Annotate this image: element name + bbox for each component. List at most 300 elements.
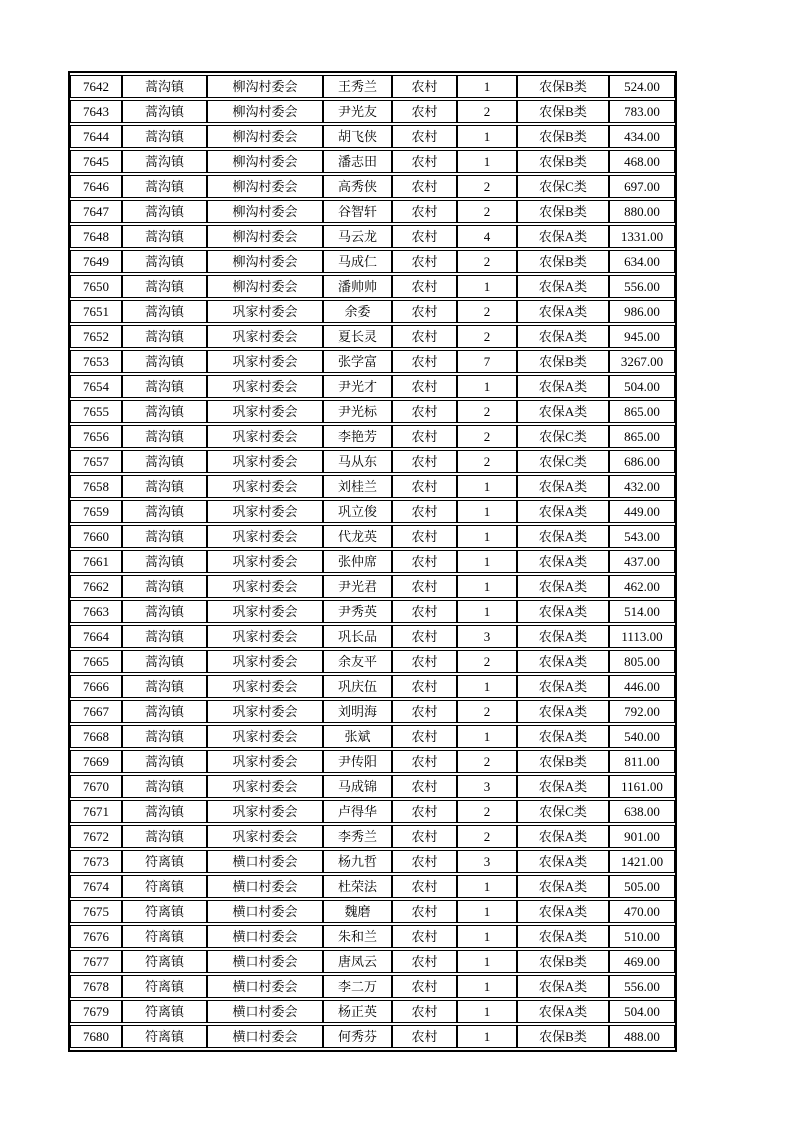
cell-person-count: 1 <box>457 1000 517 1023</box>
cell-person-count: 2 <box>457 800 517 823</box>
cell-village: 柳沟村委会 <box>207 75 323 98</box>
cell-person-name: 巩长品 <box>323 625 392 648</box>
cell-serial: 7644 <box>70 125 122 148</box>
cell-person-count: 2 <box>457 700 517 723</box>
cell-insurance-category: 农保A类 <box>517 900 609 923</box>
cell-person-count: 1 <box>457 950 517 973</box>
cell-village: 巩家村委会 <box>207 525 323 548</box>
cell-residence-type: 农村 <box>392 225 457 248</box>
cell-town: 蒿沟镇 <box>122 700 207 723</box>
cell-town: 蒿沟镇 <box>122 75 207 98</box>
cell-village: 巩家村委会 <box>207 400 323 423</box>
cell-amount: 3267.00 <box>609 350 675 373</box>
cell-village: 巩家村委会 <box>207 650 323 673</box>
cell-village: 柳沟村委会 <box>207 250 323 273</box>
cell-town: 符离镇 <box>122 850 207 873</box>
table-row <box>70 175 675 198</box>
cell-insurance-category: 农保A类 <box>517 975 609 998</box>
cell-village: 巩家村委会 <box>207 425 323 448</box>
cell-town: 蒿沟镇 <box>122 400 207 423</box>
cell-person-count: 2 <box>457 450 517 473</box>
cell-village: 横口村委会 <box>207 850 323 873</box>
cell-town: 蒿沟镇 <box>122 775 207 798</box>
cell-person-name: 李艳芳 <box>323 425 392 448</box>
cell-serial: 7649 <box>70 250 122 273</box>
cell-person-name: 马从东 <box>323 450 392 473</box>
cell-village: 柳沟村委会 <box>207 275 323 298</box>
cell-serial: 7669 <box>70 750 122 773</box>
cell-person-count: 3 <box>457 625 517 648</box>
cell-serial: 7655 <box>70 400 122 423</box>
cell-town: 符离镇 <box>122 875 207 898</box>
cell-person-name: 朱和兰 <box>323 925 392 948</box>
cell-person-name: 李秀兰 <box>323 825 392 848</box>
cell-person-name: 尹传阳 <box>323 750 392 773</box>
cell-insurance-category: 农保C类 <box>517 450 609 473</box>
cell-village: 柳沟村委会 <box>207 175 323 198</box>
cell-serial: 7667 <box>70 700 122 723</box>
cell-village: 巩家村委会 <box>207 475 323 498</box>
cell-residence-type: 农村 <box>392 1025 457 1048</box>
table-row <box>70 800 675 823</box>
cell-person-name: 代龙英 <box>323 525 392 548</box>
cell-person-name: 张斌 <box>323 725 392 748</box>
cell-village: 横口村委会 <box>207 875 323 898</box>
cell-town: 蒿沟镇 <box>122 625 207 648</box>
cell-person-count: 1 <box>457 150 517 173</box>
cell-serial: 7661 <box>70 550 122 573</box>
cell-person-count: 2 <box>457 400 517 423</box>
cell-insurance-category: 农保A类 <box>517 525 609 548</box>
cell-village: 巩家村委会 <box>207 625 323 648</box>
table-row <box>70 150 675 173</box>
cell-serial: 7680 <box>70 1025 122 1048</box>
cell-amount: 783.00 <box>609 100 675 123</box>
cell-person-name: 刘明海 <box>323 700 392 723</box>
cell-serial: 7642 <box>70 75 122 98</box>
cell-amount: 805.00 <box>609 650 675 673</box>
cell-village: 巩家村委会 <box>207 575 323 598</box>
cell-village: 柳沟村委会 <box>207 100 323 123</box>
cell-person-count: 1 <box>457 500 517 523</box>
table-row <box>70 200 675 223</box>
cell-insurance-category: 农保A类 <box>517 850 609 873</box>
cell-residence-type: 农村 <box>392 400 457 423</box>
cell-residence-type: 农村 <box>392 975 457 998</box>
cell-amount: 1113.00 <box>609 625 675 648</box>
cell-residence-type: 农村 <box>392 275 457 298</box>
cell-person-count: 1 <box>457 550 517 573</box>
table-row <box>70 575 675 598</box>
cell-person-count: 1 <box>457 925 517 948</box>
cell-person-name: 巩庆伍 <box>323 675 392 698</box>
cell-person-name: 杨正英 <box>323 1000 392 1023</box>
cell-village: 巩家村委会 <box>207 350 323 373</box>
cell-residence-type: 农村 <box>392 350 457 373</box>
cell-residence-type: 农村 <box>392 500 457 523</box>
table-row <box>70 950 675 973</box>
cell-insurance-category: 农保A类 <box>517 275 609 298</box>
cell-person-count: 1 <box>457 725 517 748</box>
cell-town: 蒿沟镇 <box>122 500 207 523</box>
cell-amount: 470.00 <box>609 900 675 923</box>
table-row <box>70 525 675 548</box>
table-row <box>70 675 675 698</box>
payment-list-table-wrapper <box>68 71 677 1052</box>
cell-person-count: 2 <box>457 325 517 348</box>
cell-town: 蒿沟镇 <box>122 725 207 748</box>
cell-amount: 865.00 <box>609 425 675 448</box>
cell-insurance-category: 农保A类 <box>517 325 609 348</box>
table-row <box>70 275 675 298</box>
cell-insurance-category: 农保B类 <box>517 100 609 123</box>
cell-residence-type: 农村 <box>392 700 457 723</box>
cell-residence-type: 农村 <box>392 200 457 223</box>
cell-insurance-category: 农保A类 <box>517 500 609 523</box>
table-row <box>70 775 675 798</box>
cell-serial: 7664 <box>70 625 122 648</box>
cell-serial: 7676 <box>70 925 122 948</box>
cell-serial: 7646 <box>70 175 122 198</box>
cell-amount: 880.00 <box>609 200 675 223</box>
cell-village: 巩家村委会 <box>207 450 323 473</box>
cell-insurance-category: 农保A类 <box>517 400 609 423</box>
table-row <box>70 125 675 148</box>
cell-amount: 634.00 <box>609 250 675 273</box>
cell-serial: 7651 <box>70 300 122 323</box>
cell-town: 蒿沟镇 <box>122 825 207 848</box>
cell-insurance-category: 农保A类 <box>517 775 609 798</box>
cell-person-count: 2 <box>457 750 517 773</box>
cell-serial: 7674 <box>70 875 122 898</box>
cell-insurance-category: 农保A类 <box>517 225 609 248</box>
cell-residence-type: 农村 <box>392 1000 457 1023</box>
cell-amount: 945.00 <box>609 325 675 348</box>
cell-residence-type: 农村 <box>392 575 457 598</box>
cell-town: 蒿沟镇 <box>122 425 207 448</box>
table-row <box>70 925 675 948</box>
cell-village: 巩家村委会 <box>207 675 323 698</box>
cell-residence-type: 农村 <box>392 725 457 748</box>
cell-amount: 986.00 <box>609 300 675 323</box>
cell-residence-type: 农村 <box>392 325 457 348</box>
cell-town: 蒿沟镇 <box>122 550 207 573</box>
cell-residence-type: 农村 <box>392 875 457 898</box>
cell-insurance-category: 农保A类 <box>517 700 609 723</box>
cell-person-name: 巩立俊 <box>323 500 392 523</box>
cell-person-name: 余友平 <box>323 650 392 673</box>
cell-village: 横口村委会 <box>207 1000 323 1023</box>
cell-person-name: 张仲席 <box>323 550 392 573</box>
cell-serial: 7668 <box>70 725 122 748</box>
cell-town: 蒿沟镇 <box>122 450 207 473</box>
cell-amount: 697.00 <box>609 175 675 198</box>
cell-village: 巩家村委会 <box>207 825 323 848</box>
cell-residence-type: 农村 <box>392 775 457 798</box>
cell-person-name: 尹秀英 <box>323 600 392 623</box>
cell-amount: 504.00 <box>609 375 675 398</box>
cell-amount: 811.00 <box>609 750 675 773</box>
cell-person-count: 1 <box>457 275 517 298</box>
cell-village: 横口村委会 <box>207 925 323 948</box>
cell-insurance-category: 农保A类 <box>517 725 609 748</box>
cell-residence-type: 农村 <box>392 900 457 923</box>
cell-person-name: 胡飞侠 <box>323 125 392 148</box>
cell-amount: 468.00 <box>609 150 675 173</box>
cell-residence-type: 农村 <box>392 850 457 873</box>
cell-village: 柳沟村委会 <box>207 150 323 173</box>
table-body <box>70 75 675 1048</box>
cell-person-name: 高秀侠 <box>323 175 392 198</box>
cell-person-count: 1 <box>457 1025 517 1048</box>
cell-town: 符离镇 <box>122 975 207 998</box>
cell-person-name: 潘帅帅 <box>323 275 392 298</box>
table-row <box>70 300 675 323</box>
cell-amount: 686.00 <box>609 450 675 473</box>
cell-town: 符离镇 <box>122 1000 207 1023</box>
cell-insurance-category: 农保B类 <box>517 1025 609 1048</box>
cell-serial: 7665 <box>70 650 122 673</box>
cell-residence-type: 农村 <box>392 950 457 973</box>
cell-serial: 7662 <box>70 575 122 598</box>
cell-serial: 7679 <box>70 1000 122 1023</box>
cell-amount: 432.00 <box>609 475 675 498</box>
cell-person-name: 李二万 <box>323 975 392 998</box>
cell-residence-type: 农村 <box>392 425 457 448</box>
cell-person-name: 谷智轩 <box>323 200 392 223</box>
cell-village: 柳沟村委会 <box>207 225 323 248</box>
cell-person-name: 潘志田 <box>323 150 392 173</box>
cell-town: 蒿沟镇 <box>122 675 207 698</box>
cell-insurance-category: 农保C类 <box>517 800 609 823</box>
cell-insurance-category: 农保A类 <box>517 1000 609 1023</box>
cell-town: 蒿沟镇 <box>122 275 207 298</box>
cell-village: 巩家村委会 <box>207 600 323 623</box>
cell-amount: 434.00 <box>609 125 675 148</box>
cell-serial: 7650 <box>70 275 122 298</box>
cell-town: 蒿沟镇 <box>122 650 207 673</box>
cell-person-count: 2 <box>457 200 517 223</box>
cell-insurance-category: 农保A类 <box>517 300 609 323</box>
cell-serial: 7654 <box>70 375 122 398</box>
cell-village: 巩家村委会 <box>207 750 323 773</box>
cell-amount: 449.00 <box>609 500 675 523</box>
table-row <box>70 850 675 873</box>
cell-person-count: 2 <box>457 175 517 198</box>
cell-person-name: 尹光友 <box>323 100 392 123</box>
cell-village: 巩家村委会 <box>207 300 323 323</box>
table-row <box>70 75 675 98</box>
table-row <box>70 325 675 348</box>
cell-serial: 7673 <box>70 850 122 873</box>
cell-serial: 7672 <box>70 825 122 848</box>
cell-town: 蒿沟镇 <box>122 375 207 398</box>
cell-amount: 865.00 <box>609 400 675 423</box>
table-row <box>70 1025 675 1048</box>
cell-amount: 437.00 <box>609 550 675 573</box>
cell-town: 符离镇 <box>122 1025 207 1048</box>
cell-amount: 792.00 <box>609 700 675 723</box>
table-row <box>70 750 675 773</box>
cell-insurance-category: 农保A类 <box>517 475 609 498</box>
cell-insurance-category: 农保B类 <box>517 250 609 273</box>
table-row <box>70 550 675 573</box>
cell-insurance-category: 农保B类 <box>517 950 609 973</box>
cell-amount: 514.00 <box>609 600 675 623</box>
cell-village: 横口村委会 <box>207 975 323 998</box>
cell-residence-type: 农村 <box>392 825 457 848</box>
table-row <box>70 975 675 998</box>
cell-person-name: 马云龙 <box>323 225 392 248</box>
cell-residence-type: 农村 <box>392 150 457 173</box>
cell-town: 蒿沟镇 <box>122 125 207 148</box>
cell-person-name: 尹光才 <box>323 375 392 398</box>
cell-amount: 1331.00 <box>609 225 675 248</box>
cell-town: 蒿沟镇 <box>122 150 207 173</box>
cell-residence-type: 农村 <box>392 450 457 473</box>
cell-residence-type: 农村 <box>392 75 457 98</box>
table-row <box>70 875 675 898</box>
cell-serial: 7653 <box>70 350 122 373</box>
cell-person-count: 2 <box>457 250 517 273</box>
cell-amount: 1161.00 <box>609 775 675 798</box>
cell-village: 巩家村委会 <box>207 550 323 573</box>
cell-town: 蒿沟镇 <box>122 600 207 623</box>
table-row <box>70 625 675 648</box>
cell-serial: 7666 <box>70 675 122 698</box>
cell-village: 柳沟村委会 <box>207 200 323 223</box>
cell-insurance-category: 农保A类 <box>517 375 609 398</box>
cell-person-name: 尹光标 <box>323 400 392 423</box>
table-row <box>70 250 675 273</box>
cell-person-name: 刘桂兰 <box>323 475 392 498</box>
cell-village: 巩家村委会 <box>207 700 323 723</box>
cell-person-count: 2 <box>457 300 517 323</box>
cell-person-name: 马成仁 <box>323 250 392 273</box>
table-row <box>70 225 675 248</box>
cell-town: 蒿沟镇 <box>122 525 207 548</box>
cell-insurance-category: 农保C类 <box>517 175 609 198</box>
cell-amount: 505.00 <box>609 875 675 898</box>
cell-village: 柳沟村委会 <box>207 125 323 148</box>
cell-village: 巩家村委会 <box>207 375 323 398</box>
cell-amount: 901.00 <box>609 825 675 848</box>
cell-village: 巩家村委会 <box>207 775 323 798</box>
cell-residence-type: 农村 <box>392 750 457 773</box>
cell-serial: 7652 <box>70 325 122 348</box>
cell-person-name: 杨九哲 <box>323 850 392 873</box>
cell-residence-type: 农村 <box>392 625 457 648</box>
cell-person-count: 2 <box>457 425 517 448</box>
cell-serial: 7671 <box>70 800 122 823</box>
cell-serial: 7648 <box>70 225 122 248</box>
cell-residence-type: 农村 <box>392 550 457 573</box>
cell-town: 蒿沟镇 <box>122 750 207 773</box>
table-row <box>70 900 675 923</box>
cell-amount: 556.00 <box>609 275 675 298</box>
cell-person-count: 3 <box>457 775 517 798</box>
cell-amount: 638.00 <box>609 800 675 823</box>
cell-insurance-category: 农保B类 <box>517 125 609 148</box>
cell-residence-type: 农村 <box>392 300 457 323</box>
cell-person-name: 尹光君 <box>323 575 392 598</box>
cell-person-count: 1 <box>457 600 517 623</box>
cell-town: 蒿沟镇 <box>122 175 207 198</box>
table-row <box>70 475 675 498</box>
cell-insurance-category: 农保A类 <box>517 875 609 898</box>
cell-amount: 1421.00 <box>609 850 675 873</box>
cell-serial: 7663 <box>70 600 122 623</box>
cell-person-count: 2 <box>457 650 517 673</box>
cell-amount: 504.00 <box>609 1000 675 1023</box>
cell-person-count: 1 <box>457 75 517 98</box>
cell-town: 蒿沟镇 <box>122 325 207 348</box>
cell-amount: 488.00 <box>609 1025 675 1048</box>
table-row <box>70 700 675 723</box>
cell-person-count: 1 <box>457 975 517 998</box>
cell-person-count: 1 <box>457 575 517 598</box>
table-row <box>70 100 675 123</box>
cell-serial: 7675 <box>70 900 122 923</box>
cell-village: 巩家村委会 <box>207 800 323 823</box>
cell-serial: 7659 <box>70 500 122 523</box>
cell-serial: 7645 <box>70 150 122 173</box>
cell-town: 蒿沟镇 <box>122 100 207 123</box>
cell-village: 横口村委会 <box>207 950 323 973</box>
payment-list-table <box>70 73 675 1050</box>
cell-serial: 7647 <box>70 200 122 223</box>
cell-amount: 556.00 <box>609 975 675 998</box>
cell-residence-type: 农村 <box>392 925 457 948</box>
cell-residence-type: 农村 <box>392 600 457 623</box>
cell-residence-type: 农村 <box>392 650 457 673</box>
cell-insurance-category: 农保A类 <box>517 600 609 623</box>
cell-town: 蒿沟镇 <box>122 300 207 323</box>
cell-town: 蒿沟镇 <box>122 225 207 248</box>
cell-person-count: 2 <box>457 825 517 848</box>
cell-person-count: 1 <box>457 525 517 548</box>
cell-insurance-category: 农保A类 <box>517 675 609 698</box>
cell-serial: 7658 <box>70 475 122 498</box>
cell-insurance-category: 农保A类 <box>517 825 609 848</box>
cell-amount: 446.00 <box>609 675 675 698</box>
cell-serial: 7657 <box>70 450 122 473</box>
cell-village: 巩家村委会 <box>207 725 323 748</box>
table-row <box>70 500 675 523</box>
table-row <box>70 400 675 423</box>
cell-serial: 7656 <box>70 425 122 448</box>
cell-residence-type: 农村 <box>392 375 457 398</box>
cell-insurance-category: 农保B类 <box>517 150 609 173</box>
cell-serial: 7670 <box>70 775 122 798</box>
cell-person-name: 夏长灵 <box>323 325 392 348</box>
cell-serial: 7677 <box>70 950 122 973</box>
cell-person-count: 1 <box>457 900 517 923</box>
cell-person-count: 1 <box>457 375 517 398</box>
cell-residence-type: 农村 <box>392 125 457 148</box>
table-row <box>70 350 675 373</box>
cell-serial: 7678 <box>70 975 122 998</box>
cell-residence-type: 农村 <box>392 250 457 273</box>
cell-village: 横口村委会 <box>207 900 323 923</box>
table-row <box>70 450 675 473</box>
cell-person-name: 张学富 <box>323 350 392 373</box>
cell-amount: 510.00 <box>609 925 675 948</box>
table-row <box>70 825 675 848</box>
cell-insurance-category: 农保B类 <box>517 750 609 773</box>
cell-town: 蒿沟镇 <box>122 250 207 273</box>
cell-residence-type: 农村 <box>392 675 457 698</box>
